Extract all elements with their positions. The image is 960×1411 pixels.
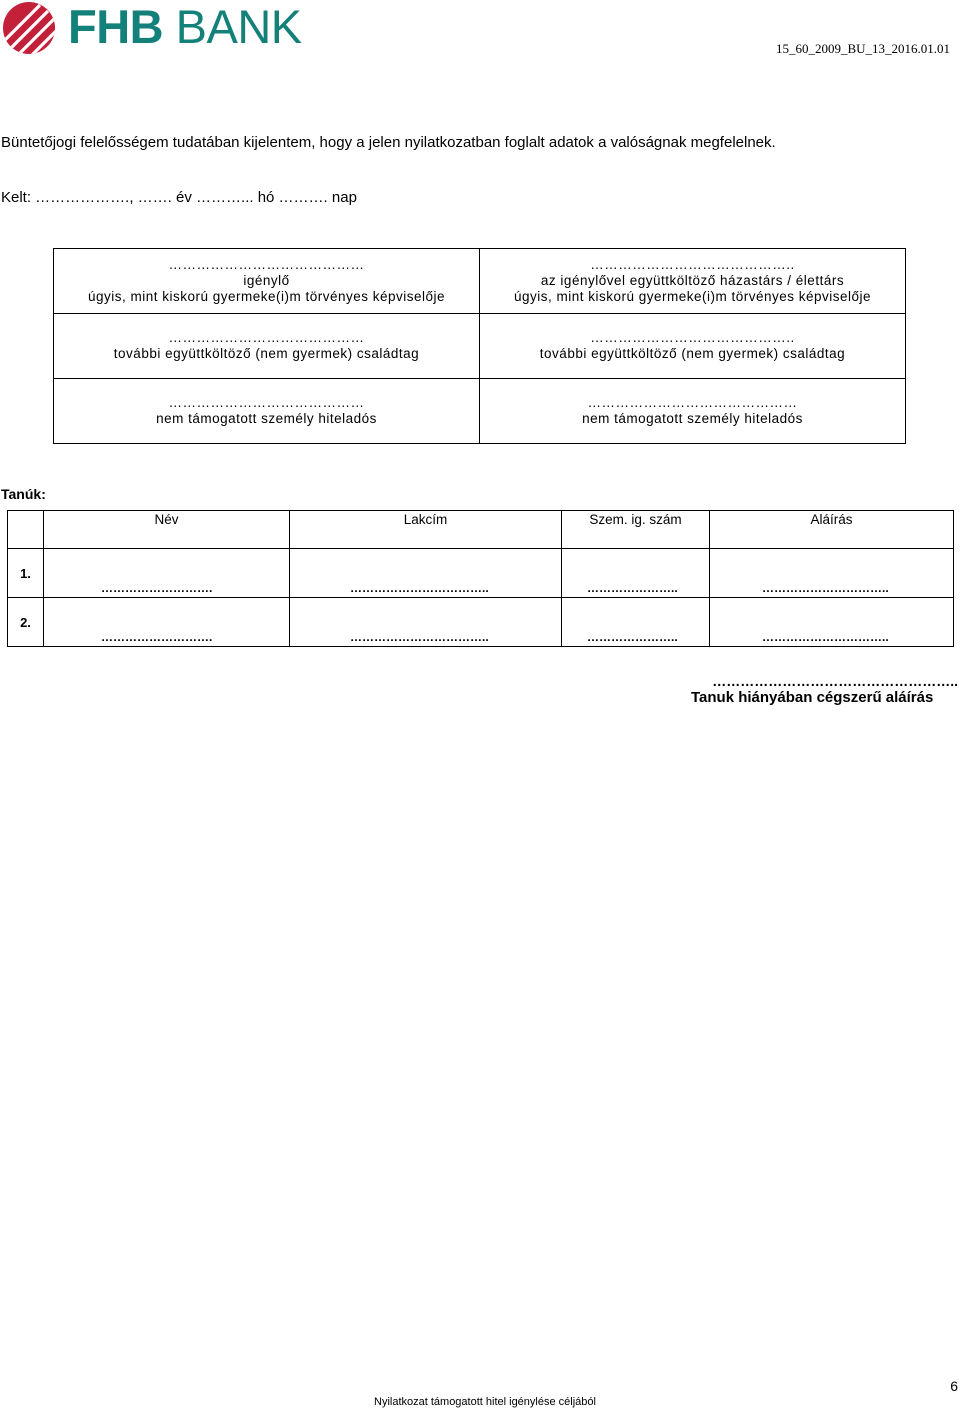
brand-bold: FHB xyxy=(68,0,164,53)
brand-name xyxy=(68,0,302,54)
signature-dots: …………………………………… xyxy=(168,257,365,272)
logo-stripes-icon xyxy=(2,1,60,55)
signature-table xyxy=(53,248,906,444)
signature-cell-spouse[interactable] xyxy=(480,249,906,314)
witness-header-name: Név xyxy=(44,511,290,549)
signature-role: további együttköltöző (nem gyermek) családtag xyxy=(539,346,846,361)
witness-number: 1. xyxy=(8,549,44,598)
fhb-bank-logo xyxy=(2,1,322,55)
page-number: 6 xyxy=(950,1378,958,1394)
witness-id-field[interactable]: ………………….. xyxy=(562,598,710,647)
signature-role: igénylő xyxy=(243,273,290,288)
signature-cell-family-member-2[interactable] xyxy=(480,314,906,379)
witnesses-heading: Tanúk: xyxy=(1,486,46,502)
witness-id-field[interactable]: ………………….. xyxy=(562,549,710,598)
witness-name-field[interactable]: ………………………. xyxy=(44,598,290,647)
declaration-text: Büntetőjogi felelősségem tudatában kijelentem, hogy a jelen nyilatkozatban foglalt adatok a valóságnak megfelelnek. xyxy=(1,134,776,151)
signature-dots: …………………………………… xyxy=(168,395,365,410)
signature-dots: …………………………………….. xyxy=(590,257,795,272)
signature-cell-debtor-2[interactable] xyxy=(480,379,906,444)
witness-header-id: Szem. ig. szám xyxy=(562,511,710,549)
date-line: Kelt: ………………., ……. év ………... hó ………. nap xyxy=(1,189,357,206)
witness-header-signature: Aláírás xyxy=(710,511,954,549)
witness-signature-field[interactable]: ………………………….. xyxy=(710,598,954,647)
signature-cell-family-member-1[interactable] xyxy=(54,314,480,379)
witness-header-number xyxy=(8,511,44,549)
document-code: 15_60_2009_BU_13_2016.01.01 xyxy=(775,41,950,56)
signature-role: az igénylővel együttköltöző házastárs / élettárs xyxy=(540,273,845,288)
witness-address-field[interactable]: …………………………….. xyxy=(290,549,562,598)
footer-text: Nyilatkozat támogatott hitel igénylése céljából xyxy=(374,1396,596,1408)
signature-dots: …………………………………….. xyxy=(590,330,795,345)
company-signature-dots[interactable]: …………………………………………….. xyxy=(712,673,958,689)
signature-role: nem támogatott személy hiteladós xyxy=(156,411,377,426)
witness-number: 2. xyxy=(8,598,44,647)
witness-signature-field[interactable]: ………………………….. xyxy=(710,549,954,598)
signature-dots: ……………………………………… xyxy=(587,395,798,410)
witness-address-field[interactable]: …………………………….. xyxy=(290,598,562,647)
signature-cell-applicant[interactable] xyxy=(54,249,480,314)
signature-cell-debtor-1[interactable] xyxy=(54,379,480,444)
signature-role: nem támogatott személy hiteladós xyxy=(582,411,803,426)
table-row xyxy=(8,549,954,598)
company-signature-label: Tanuk hiányában cégszerű aláírás xyxy=(691,689,934,706)
table-row xyxy=(8,598,954,647)
signature-role: további együttköltöző (nem gyermek) családtag xyxy=(113,346,420,361)
signature-role-note: úgyis, mint kiskorú gyermeke(i)m törvényes képviselője xyxy=(513,289,872,304)
witnesses-table xyxy=(7,510,954,647)
witness-header-address: Lakcím xyxy=(290,511,562,549)
witness-name-field[interactable]: ………………………. xyxy=(44,549,290,598)
signature-role-note: úgyis, mint kiskorú gyermeke(i)m törvényes képviselője xyxy=(87,289,446,304)
signature-dots: …………………………………… xyxy=(168,330,365,345)
brand-thin: BANK xyxy=(175,0,302,53)
